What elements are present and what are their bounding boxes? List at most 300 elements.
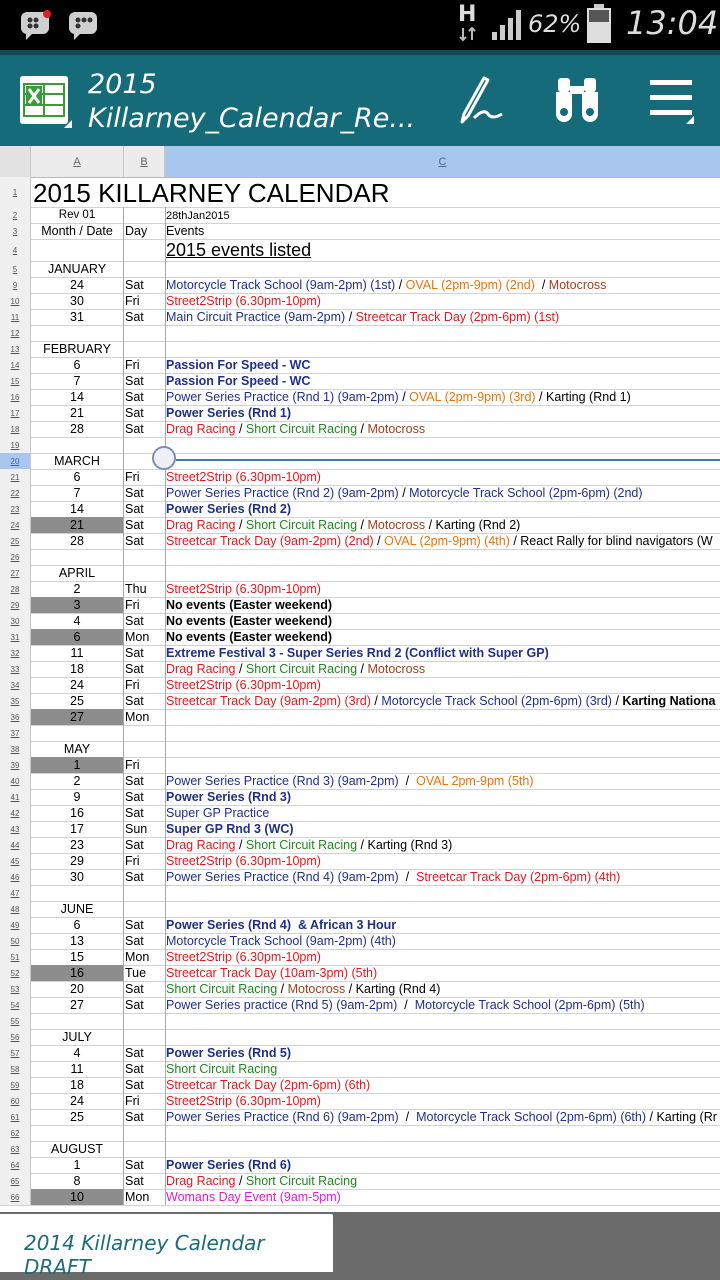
day-cell[interactable] (124, 1141, 166, 1157)
month-cell[interactable]: APRIL (31, 565, 124, 581)
event-cell[interactable] (166, 677, 321, 693)
row-number[interactable]: 25 (0, 533, 31, 549)
sheet-title[interactable]: 2015 KILLARNEY CALENDAR (33, 178, 390, 208)
table-row[interactable] (0, 693, 720, 710)
row-number[interactable]: 41 (0, 789, 31, 805)
month-cell[interactable]: AUGUST (31, 1141, 124, 1157)
event-cell[interactable] (166, 1077, 370, 1093)
table-row[interactable] (0, 207, 720, 224)
day-cell[interactable] (124, 261, 166, 277)
date-cell[interactable] (31, 1125, 124, 1141)
date-cell[interactable]: 25 (31, 1109, 124, 1125)
row-number[interactable]: 19 (0, 437, 31, 453)
date-cell[interactable]: 28 (31, 421, 124, 437)
date-cell[interactable]: 17 (31, 821, 124, 837)
day-cell[interactable]: Sat (124, 1109, 166, 1125)
month-cell[interactable]: JANUARY (31, 261, 124, 277)
day-cell[interactable]: Sat (124, 917, 166, 933)
table-row[interactable] (0, 1077, 720, 1094)
event-cell[interactable] (166, 949, 321, 965)
row-number[interactable]: 46 (0, 869, 31, 885)
date-cell[interactable]: 25 (31, 693, 124, 709)
table-row[interactable] (0, 917, 720, 934)
day-cell[interactable] (124, 549, 166, 565)
row-number[interactable]: 18 (0, 421, 31, 437)
table-row[interactable] (0, 677, 720, 694)
event-cell[interactable] (166, 965, 377, 981)
date-cell[interactable] (31, 549, 124, 565)
date-cell[interactable] (31, 325, 124, 341)
event-cell[interactable] (166, 239, 311, 261)
date-cell[interactable]: 31 (31, 309, 124, 325)
day-cell[interactable]: Fri (124, 1093, 166, 1109)
row-number[interactable]: 43 (0, 821, 31, 837)
day-cell[interactable] (124, 207, 166, 223)
table-row[interactable] (0, 789, 720, 806)
row-number[interactable]: 52 (0, 965, 31, 981)
day-cell[interactable] (124, 1125, 166, 1141)
day-cell[interactable]: Sat (124, 933, 166, 949)
day-cell[interactable]: Sat (124, 661, 166, 677)
day-cell[interactable]: Fri (124, 357, 166, 373)
table-row[interactable] (0, 773, 720, 790)
row-number[interactable]: 36 (0, 709, 31, 725)
event-cell[interactable] (166, 613, 332, 629)
table-row[interactable] (0, 949, 720, 966)
day-cell[interactable] (124, 239, 166, 261)
date-cell[interactable]: 27 (31, 709, 124, 725)
table-row[interactable] (0, 309, 720, 326)
date-cell[interactable]: 11 (31, 1061, 124, 1077)
event-cell[interactable] (166, 207, 230, 223)
date-cell[interactable]: 24 (31, 277, 124, 293)
date-cell[interactable]: 1 (31, 1157, 124, 1173)
day-cell[interactable]: Sat (124, 405, 166, 421)
row-number[interactable]: 48 (0, 901, 31, 917)
date-cell[interactable] (31, 725, 124, 741)
month-cell[interactable]: JUNE (31, 901, 124, 917)
menu-icon[interactable] (648, 78, 696, 124)
event-cell[interactable] (166, 405, 291, 421)
event-cell[interactable] (166, 997, 645, 1013)
table-row[interactable] (0, 1013, 720, 1030)
date-cell[interactable]: 20 (31, 981, 124, 997)
date-cell[interactable] (31, 437, 124, 453)
table-row[interactable] (0, 177, 720, 208)
event-cell[interactable] (166, 629, 332, 645)
day-cell[interactable] (124, 901, 166, 917)
row-number[interactable]: 45 (0, 853, 31, 869)
table-row[interactable] (0, 223, 720, 240)
event-cell[interactable] (166, 821, 294, 837)
table-row[interactable] (0, 1141, 720, 1158)
table-row[interactable] (0, 533, 720, 550)
table-row[interactable] (0, 325, 720, 342)
row-number[interactable]: 21 (0, 469, 31, 485)
date-cell[interactable]: 7 (31, 485, 124, 501)
date-cell[interactable] (31, 885, 124, 901)
date-cell[interactable]: 21 (31, 405, 124, 421)
day-cell[interactable]: Day (124, 223, 166, 239)
table-row[interactable] (0, 293, 720, 310)
date-cell[interactable]: 11 (31, 645, 124, 661)
day-cell[interactable]: Sat (124, 613, 166, 629)
day-cell[interactable]: Sat (124, 421, 166, 437)
day-cell[interactable]: Sat (124, 533, 166, 549)
table-row[interactable] (0, 629, 720, 646)
month-cell[interactable]: JULY (31, 1029, 124, 1045)
date-cell[interactable]: 16 (31, 965, 124, 981)
table-row[interactable] (0, 981, 720, 998)
event-cell[interactable] (166, 773, 534, 789)
row-number[interactable]: 65 (0, 1173, 31, 1189)
row-number[interactable]: 9 (0, 277, 31, 293)
table-row[interactable] (0, 901, 720, 918)
row-number[interactable]: 14 (0, 357, 31, 373)
table-row[interactable] (0, 549, 720, 566)
table-row[interactable] (0, 1157, 720, 1174)
table-row[interactable] (0, 421, 720, 438)
table-row[interactable] (0, 821, 720, 838)
row-number[interactable]: 24 (0, 517, 31, 533)
day-cell[interactable]: Fri (124, 293, 166, 309)
table-row[interactable] (0, 453, 720, 470)
day-cell[interactable]: Sat (124, 869, 166, 885)
table-row[interactable] (0, 405, 720, 422)
day-cell[interactable]: Sat (124, 501, 166, 517)
event-cell[interactable] (166, 293, 321, 309)
column-header-c[interactable]: C (165, 146, 720, 177)
row-number[interactable]: 50 (0, 933, 31, 949)
row-number[interactable]: 23 (0, 501, 31, 517)
date-cell[interactable]: 2 (31, 773, 124, 789)
table-row[interactable] (0, 1061, 720, 1078)
event-cell[interactable] (166, 789, 291, 805)
row-number[interactable]: 35 (0, 693, 31, 709)
row-number[interactable]: 4 (0, 239, 31, 261)
table-row[interactable] (0, 709, 720, 726)
day-cell[interactable]: Sat (124, 805, 166, 821)
table-row[interactable] (0, 1029, 720, 1046)
column-header-a[interactable]: A (31, 146, 124, 177)
row-number[interactable]: 37 (0, 725, 31, 741)
row-number[interactable]: 3 (0, 223, 31, 239)
row-number[interactable]: 10 (0, 293, 31, 309)
date-cell[interactable]: 14 (31, 501, 124, 517)
day-cell[interactable] (124, 565, 166, 581)
row-number[interactable]: 55 (0, 1013, 31, 1029)
day-cell[interactable]: Sat (124, 773, 166, 789)
row-number[interactable]: 54 (0, 997, 31, 1013)
row-number[interactable]: 38 (0, 741, 31, 757)
day-cell[interactable]: Tue (124, 965, 166, 981)
row-number[interactable]: 29 (0, 597, 31, 613)
row-number[interactable]: 42 (0, 805, 31, 821)
date-cell[interactable]: 30 (31, 293, 124, 309)
date-cell[interactable] (31, 239, 124, 261)
event-cell[interactable] (166, 223, 204, 239)
day-cell[interactable]: Sat (124, 981, 166, 997)
row-number[interactable]: 32 (0, 645, 31, 661)
day-cell[interactable]: Sat (124, 1045, 166, 1061)
row-number[interactable]: 58 (0, 1061, 31, 1077)
table-row[interactable] (0, 725, 720, 742)
event-cell[interactable] (166, 933, 396, 949)
table-row[interactable] (0, 485, 720, 502)
row-number[interactable]: 56 (0, 1029, 31, 1045)
day-cell[interactable]: Mon (124, 709, 166, 725)
event-cell[interactable] (166, 501, 291, 517)
event-cell[interactable] (166, 661, 425, 677)
table-row[interactable] (0, 581, 720, 598)
row-number[interactable]: 16 (0, 389, 31, 405)
table-row[interactable] (0, 661, 720, 678)
selection-handle[interactable] (152, 446, 176, 470)
event-cell[interactable] (166, 1045, 291, 1061)
table-row[interactable] (0, 389, 720, 406)
day-cell[interactable]: Sat (124, 789, 166, 805)
day-cell[interactable]: Fri (124, 597, 166, 613)
table-row[interactable] (0, 997, 720, 1014)
day-cell[interactable]: Sun (124, 821, 166, 837)
table-row[interactable] (0, 645, 720, 662)
day-cell[interactable]: Fri (124, 757, 166, 773)
event-cell[interactable] (166, 869, 620, 885)
row-number[interactable]: 62 (0, 1125, 31, 1141)
table-row[interactable] (0, 853, 720, 870)
date-cell[interactable]: 3 (31, 597, 124, 613)
date-cell[interactable]: 16 (31, 805, 124, 821)
event-cell[interactable] (166, 1157, 291, 1173)
event-cell[interactable] (166, 693, 715, 709)
date-cell[interactable]: 23 (31, 837, 124, 853)
date-cell[interactable]: 14 (31, 389, 124, 405)
row-number[interactable]: 26 (0, 549, 31, 565)
day-cell[interactable]: Sat (124, 309, 166, 325)
day-cell[interactable] (124, 1013, 166, 1029)
event-cell[interactable] (166, 597, 332, 613)
date-cell[interactable]: 8 (31, 1173, 124, 1189)
day-cell[interactable]: Sat (124, 645, 166, 661)
table-row[interactable] (0, 885, 720, 902)
date-cell[interactable]: 15 (31, 949, 124, 965)
row-number[interactable]: 28 (0, 581, 31, 597)
date-cell[interactable]: 6 (31, 469, 124, 485)
event-cell[interactable] (166, 1109, 717, 1125)
spreadsheet-grid[interactable] (0, 177, 720, 1212)
row-number[interactable]: 27 (0, 565, 31, 581)
date-cell[interactable]: 18 (31, 1077, 124, 1093)
table-row[interactable] (0, 1125, 720, 1142)
day-cell[interactable]: Sat (124, 1061, 166, 1077)
day-cell[interactable]: Sat (124, 389, 166, 405)
row-number[interactable]: 40 (0, 773, 31, 789)
event-cell[interactable] (166, 533, 713, 549)
day-cell[interactable]: Sat (124, 485, 166, 501)
date-cell[interactable]: 4 (31, 613, 124, 629)
date-cell[interactable]: 13 (31, 933, 124, 949)
edit-pen-icon[interactable] (454, 74, 506, 126)
table-row[interactable] (0, 1189, 720, 1206)
date-cell[interactable]: 29 (31, 853, 124, 869)
row-number[interactable]: 53 (0, 981, 31, 997)
row-number[interactable]: 34 (0, 677, 31, 693)
date-cell[interactable]: 18 (31, 661, 124, 677)
event-cell[interactable] (166, 485, 643, 501)
event-cell[interactable] (166, 517, 520, 533)
table-row[interactable] (0, 805, 720, 822)
day-cell[interactable]: Sat (124, 1173, 166, 1189)
event-cell[interactable] (166, 853, 321, 869)
row-number[interactable]: 5 (0, 261, 31, 277)
row-number[interactable]: 59 (0, 1077, 31, 1093)
day-cell[interactable]: Sat (124, 693, 166, 709)
event-cell[interactable] (166, 805, 269, 821)
event-cell[interactable] (166, 1093, 321, 1109)
table-row[interactable] (0, 261, 720, 278)
table-row[interactable] (0, 341, 720, 358)
table-row[interactable] (0, 1045, 720, 1062)
table-row[interactable] (0, 933, 720, 950)
sheet-tab[interactable] (0, 1214, 333, 1279)
day-cell[interactable]: Sat (124, 1157, 166, 1173)
day-cell[interactable] (124, 1029, 166, 1045)
day-cell[interactable]: Fri (124, 469, 166, 485)
event-cell[interactable] (166, 389, 631, 405)
date-cell[interactable]: 24 (31, 1093, 124, 1109)
row-number[interactable]: 39 (0, 757, 31, 773)
date-cell[interactable]: 6 (31, 917, 124, 933)
corner-cell[interactable] (0, 146, 31, 177)
table-row[interactable] (0, 837, 720, 854)
day-cell[interactable]: Sat (124, 373, 166, 389)
event-cell[interactable] (166, 1189, 341, 1205)
row-number[interactable]: 49 (0, 917, 31, 933)
event-cell[interactable] (166, 917, 396, 933)
table-row[interactable] (0, 1173, 720, 1190)
row-number[interactable]: 44 (0, 837, 31, 853)
table-row[interactable] (0, 501, 720, 518)
table-row[interactable] (0, 437, 720, 454)
row-number[interactable]: 20 (0, 453, 31, 469)
date-cell[interactable]: 21 (31, 517, 124, 533)
row-number[interactable]: 15 (0, 373, 31, 389)
table-row[interactable] (0, 373, 720, 390)
date-cell[interactable]: 28 (31, 533, 124, 549)
month-cell[interactable]: MARCH (31, 453, 124, 469)
table-row[interactable] (0, 869, 720, 886)
row-number[interactable]: 22 (0, 485, 31, 501)
day-cell[interactable] (124, 885, 166, 901)
month-cell[interactable]: FEBRUARY (31, 341, 124, 357)
row-number[interactable]: 51 (0, 949, 31, 965)
day-cell[interactable]: Mon (124, 1189, 166, 1205)
table-row[interactable] (0, 1093, 720, 1110)
row-number[interactable]: 64 (0, 1157, 31, 1173)
date-cell[interactable] (31, 1013, 124, 1029)
table-row[interactable] (0, 1109, 720, 1126)
date-cell[interactable]: 9 (31, 789, 124, 805)
row-number[interactable]: 57 (0, 1045, 31, 1061)
date-cell[interactable]: 7 (31, 373, 124, 389)
table-row[interactable] (0, 613, 720, 630)
row-number[interactable]: 33 (0, 661, 31, 677)
row-number[interactable]: 47 (0, 885, 31, 901)
row-number[interactable]: 11 (0, 309, 31, 325)
date-cell[interactable]: 27 (31, 997, 124, 1013)
day-cell[interactable]: Thu (124, 581, 166, 597)
day-cell[interactable]: Fri (124, 853, 166, 869)
table-row[interactable] (0, 965, 720, 982)
row-number[interactable]: 12 (0, 325, 31, 341)
date-cell[interactable]: 6 (31, 357, 124, 373)
row-number[interactable]: 2 (0, 207, 31, 223)
day-cell[interactable]: Fri (124, 677, 166, 693)
table-row[interactable] (0, 597, 720, 614)
day-cell[interactable]: Sat (124, 997, 166, 1013)
day-cell[interactable] (124, 725, 166, 741)
day-cell[interactable]: Sat (124, 517, 166, 533)
table-row[interactable] (0, 757, 720, 774)
event-cell[interactable] (166, 981, 440, 997)
row-number[interactable]: 1 (0, 177, 31, 207)
event-cell[interactable] (166, 581, 321, 597)
date-cell[interactable]: 10 (31, 1189, 124, 1205)
date-cell[interactable]: 24 (31, 677, 124, 693)
event-cell[interactable] (166, 469, 321, 485)
day-cell[interactable]: Sat (124, 1077, 166, 1093)
table-row[interactable] (0, 565, 720, 582)
day-cell[interactable] (124, 341, 166, 357)
day-cell[interactable] (124, 325, 166, 341)
event-cell[interactable] (166, 837, 452, 853)
date-cell[interactable]: 30 (31, 869, 124, 885)
row-number[interactable]: 66 (0, 1189, 31, 1205)
event-cell[interactable] (166, 357, 310, 373)
date-cell[interactable]: 2 (31, 581, 124, 597)
row-number[interactable]: 31 (0, 629, 31, 645)
event-cell[interactable] (166, 277, 606, 293)
event-cell[interactable] (166, 645, 549, 661)
excel-app-icon[interactable] (20, 76, 68, 124)
event-cell[interactable] (166, 1061, 277, 1077)
table-row[interactable] (0, 469, 720, 486)
table-row[interactable] (0, 517, 720, 534)
day-cell[interactable]: Sat (124, 837, 166, 853)
table-row[interactable] (0, 741, 720, 758)
event-cell[interactable] (166, 421, 425, 437)
binoculars-icon[interactable] (552, 74, 602, 124)
event-cell[interactable] (166, 1173, 357, 1189)
date-cell[interactable]: Rev 01 (31, 207, 124, 223)
date-cell[interactable]: Month / Date (31, 223, 124, 239)
date-cell[interactable]: 4 (31, 1045, 124, 1061)
day-cell[interactable]: Mon (124, 949, 166, 965)
table-row[interactable] (0, 357, 720, 374)
row-number[interactable]: 30 (0, 613, 31, 629)
event-cell[interactable] (166, 309, 559, 325)
date-cell[interactable]: 1 (31, 757, 124, 773)
table-row[interactable] (0, 277, 720, 294)
row-number[interactable]: 60 (0, 1093, 31, 1109)
row-number[interactable]: 61 (0, 1109, 31, 1125)
month-cell[interactable]: MAY (31, 741, 124, 757)
row-number[interactable]: 63 (0, 1141, 31, 1157)
row-number[interactable]: 13 (0, 341, 31, 357)
day-cell[interactable]: Sat (124, 277, 166, 293)
table-row[interactable] (0, 239, 720, 262)
day-cell[interactable] (124, 741, 166, 757)
